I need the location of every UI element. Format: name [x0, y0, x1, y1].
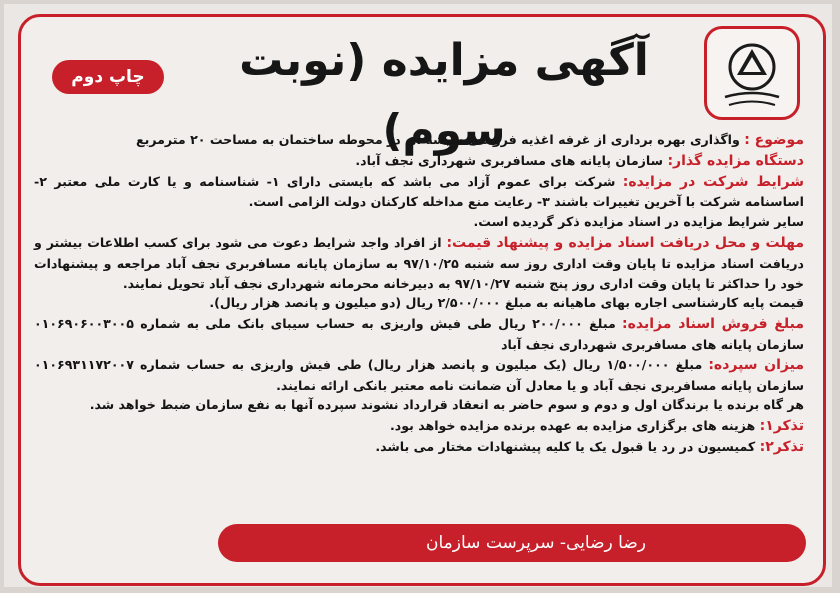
section-auctioneer: دستگاه مزایده گذار: سازمان پایانه های مسافربری شهرداری نجف آباد. [355, 152, 804, 169]
section-document-fee: مبلغ فروش اسناد مزایده: مبلغ ۲۰۰/۰۰۰ ریال طی فیش واریزی به حساب سیبای بانک ملی به شماره ۰۱۰۶۹۰۶۰۰۳۰۰۵ سازمان پایانه های مسافربری شهرداری نجف آباد [34, 316, 804, 352]
section-subject: موضوع : واگذاری بهره برداری از غرفه اغذیه فروشی شیشه ای در محوطه ساختمان به مساحت ۲۰ مترمربع [135, 132, 804, 148]
signature-text: رضا رضایی- سرپرست سازمان [426, 533, 646, 553]
section-deadline: مهلت و محل دریافت اسناد مزایده و پیشنهاد قیمت: از افراد واجد شرایط دعوت می شود برای کسب اطلاعات بیشتر و دریافت اسناد مزایده تا پایان وقت اداری روز سه شنبه ۹۷/۱۰/۲۵ به سازمان پایانه مسافربری نجف آباد مراجعه و پیشنهادات خود را حداکثر تا پایان وقت اداری روز پنج شنبه ۹۷/۱۰/۲۷ به دبیرخانه محرمانه شهرداری نجف آباد تحویل نمایند. [34, 234, 805, 291]
section-deposit: میزان سپرده: مبلغ ۱/۵۰۰/۰۰۰ ریال (یک میلیون و پانصد هزار ریال) طی فیش واریزی به حساب شماره ۰۱۰۶۹۳۱۱۷۲۰۰۷ سازمان پایانه مسافربری نجف آباد و یا معادل آن ضمانت نامه معتبر بانکی ارائه نمایند. [34, 356, 804, 393]
section-base-price: قیمت پایه کارشناسی اجاره بهای ماهیانه به مبلغ ۲/۵۰۰/۰۰۰ ریال (دو میلیون و پانصد هزار ریال). [209, 295, 804, 311]
signature-bar [218, 524, 806, 562]
notice-title: آگهی مزایده (نوبت سوم) [239, 35, 649, 156]
organization-logo [704, 26, 800, 120]
section-conditions: شرایط شرکت در مزایده: شرکت برای عموم آزاد می باشد که بایستی دارای ۱- شناسنامه و یا کارت ملی معتبر ۲- اساسنامه شرکت با آخرین تغییرات باشند ۳- رعایت منع مداخله کارکنان دولت الزامی است. [34, 173, 804, 210]
logo-emblem-icon [713, 35, 791, 113]
print-edition-badge: چاپ دوم [52, 60, 164, 94]
section-forfeit: هر گاه برنده یا برندگان اول و دوم و سوم حاضر به انعقاد قرارداد نشوند سپرده آنها به نفع سازمان ضبط خواهد شد. [89, 397, 804, 413]
section-note-1: تذکر۱: هزینه های برگزاری مزایده به عهده برنده مزایده خواهد بود. [389, 418, 804, 435]
section-other-conditions: سایر شرایط مزایده در اسناد مزایده ذکر گردیده است. [473, 214, 804, 230]
section-note-2: تذکر۲: کمیسیون در رد یا قبول یک یا کلیه پیشنهادات مختار می باشد. [375, 438, 804, 455]
notice-body [34, 130, 804, 458]
newspaper-clipping [4, 4, 832, 587]
